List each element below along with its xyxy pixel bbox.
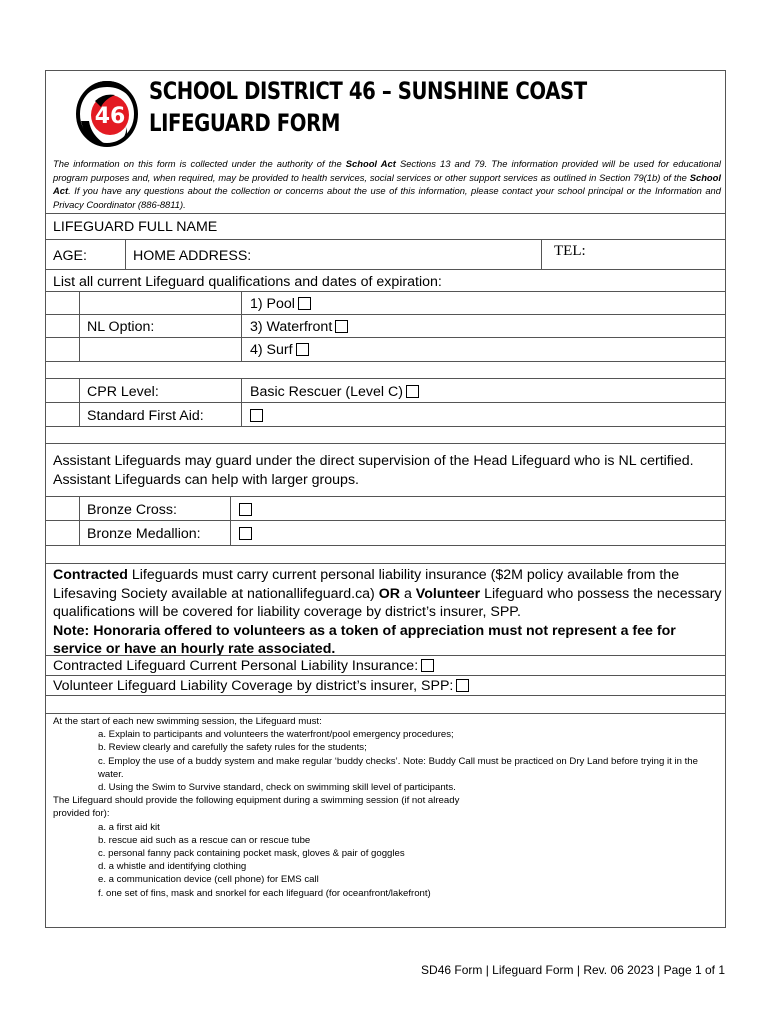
full-name-row bbox=[46, 213, 725, 239]
contracted-text: Contracted Lifeguards must carry current personal liability insurance ($2M policy available from the Lifesaving Society available at nationallifeguard.ca) OR a Volunteer Lifeguard who possess the necessary qualifications will be covered for liability coverage by district’s insurer, SPP. Note: Honoraria offered to volunteers as a token of appreciation must not represent a fee for service or have an hourly rate associated. bbox=[53, 567, 722, 658]
form-header bbox=[46, 71, 725, 213]
equipment-item: a. a first aid kit bbox=[98, 821, 160, 833]
title-line-2: LIFEGUARD FORM bbox=[149, 109, 341, 137]
lifeguard-instructions bbox=[53, 715, 723, 900]
qualifications-intro-row bbox=[46, 269, 725, 291]
standard-first-aid-label: Standard First Aid: bbox=[87, 408, 204, 424]
volunteer-checkbox[interactable] bbox=[456, 679, 469, 692]
instruction-a: a. Explain to participants and volunteers the waterfront/pool emergency procedures; bbox=[98, 729, 454, 741]
spacer-row bbox=[46, 545, 725, 563]
insurance-label: Contracted Lifeguard Current Personal Liability Insurance: bbox=[53, 658, 419, 674]
assistant-text: Assistant Lifeguards may guard under the direct supervision of the Head Lifeguard who is NL certified. Assistant Lifeguards can help with larger groups. bbox=[53, 453, 694, 488]
bronze-cross-label: Bronze Cross: bbox=[87, 502, 177, 518]
age-label: AGE: bbox=[53, 248, 87, 264]
form-title bbox=[149, 75, 587, 139]
first-aid-row bbox=[46, 402, 725, 426]
privacy-notice: The information on this form is collected under the authority of the School Act Sections 13 and 79. The information provided will be used for educational program purposes and, when required, may be provided to health services, social services or other support services as outlined in Section 79(1b) of the School Act. If you have any questions about the collection or concerns about the use of this information, please contact your school principal or the Information and Privacy Coordinator (886-8811). bbox=[53, 158, 721, 210]
nl-surf-row bbox=[46, 337, 725, 361]
svg-text:46: 46 bbox=[94, 104, 126, 129]
bronze-medallion-row bbox=[46, 520, 725, 545]
equipment-item: d. a whistle and identifying clothing bbox=[98, 861, 247, 873]
basic-rescuer-label: Basic Rescuer (Level C) bbox=[250, 384, 403, 400]
equipment-item: b. rescue aid such as a rescue can or rescue tube bbox=[98, 834, 311, 846]
surf-checkbox[interactable] bbox=[296, 343, 309, 356]
page-footer: SD46 Form | Lifeguard Form | Rev. 06 2023 | Page 1 of 1 bbox=[421, 963, 725, 977]
age-address-row bbox=[46, 239, 725, 269]
cpr-row bbox=[46, 378, 725, 402]
equipment-item: e. a communication device (cell phone) for EMS call bbox=[98, 874, 319, 886]
lifeguard-form bbox=[45, 70, 726, 928]
full-name-label: LIFEGUARD FULL NAME bbox=[53, 219, 218, 235]
basic-rescuer-checkbox[interactable] bbox=[406, 385, 419, 398]
equipment-intro: The Lifeguard should provide the following equipment during a swimming session (if not already provided for): bbox=[53, 795, 460, 820]
bronze-medallion-checkbox[interactable] bbox=[239, 527, 252, 540]
first-aid-checkbox[interactable] bbox=[250, 409, 263, 422]
nl-option-label: NL Option: bbox=[87, 319, 155, 335]
spacer-row bbox=[46, 361, 725, 378]
instruction-c: c. Employ the use of a buddy system and make regular ‘buddy checks’. Note: Buddy Call must be practiced on Dry Land before trying it in the water. bbox=[98, 755, 698, 780]
volunteer-label: Volunteer Lifeguard Liability Coverage by district’s insurer, SPP: bbox=[53, 678, 454, 694]
cpr-level-label: CPR Level: bbox=[87, 384, 159, 400]
nl-pool-row bbox=[46, 291, 725, 314]
spacer-row bbox=[46, 426, 725, 443]
tel-label: TEL: bbox=[554, 243, 586, 259]
spacer-row bbox=[46, 695, 725, 713]
waterfront-checkbox[interactable] bbox=[335, 320, 348, 333]
waterfront-label: 3) Waterfront bbox=[250, 319, 333, 335]
insurance-checkbox[interactable] bbox=[421, 659, 434, 672]
home-address-label: HOME ADDRESS: bbox=[133, 248, 252, 264]
surf-label: 4) Surf bbox=[250, 342, 293, 358]
honoraria-note: Note: Honoraria offered to volunteers as a token of appreciation must not represent a fee for service or have an hourly rate associated. bbox=[53, 622, 676, 658]
instruction-d: d. Using the Swim to Survive standard, check on swimming skill level of participants. bbox=[98, 782, 456, 794]
assistant-row bbox=[46, 443, 725, 496]
bronze-cross-row bbox=[46, 496, 725, 520]
bronze-cross-checkbox[interactable] bbox=[239, 503, 252, 516]
pool-label: 1) Pool bbox=[250, 296, 295, 312]
nl-waterfront-row bbox=[46, 314, 725, 337]
bronze-medallion-label: Bronze Medallion: bbox=[87, 526, 201, 542]
equipment-item: f. one set of fins, mask and snorkel for each lifeguard (for oceanfront/lakefront) bbox=[98, 887, 431, 899]
contracted-row bbox=[46, 563, 725, 658]
instruction-b: b. Review clearly and carefully the safety rules for the students; bbox=[98, 742, 367, 754]
instructions-intro: At the start of each new swimming session, the Lifeguard must: bbox=[53, 716, 322, 727]
insurance-row bbox=[46, 655, 725, 675]
qualifications-intro: List all current Lifeguard qualifications and dates of expiration: bbox=[53, 274, 442, 290]
volunteer-row bbox=[46, 675, 725, 695]
pool-checkbox[interactable] bbox=[298, 297, 311, 310]
sd46-logo-icon bbox=[75, 77, 139, 149]
title-line-1: SCHOOL DISTRICT 46 – SUNSHINE COAST bbox=[149, 77, 587, 105]
equipment-item: c. personal fanny pack containing pocket mask, gloves & pair of goggles bbox=[98, 848, 405, 860]
